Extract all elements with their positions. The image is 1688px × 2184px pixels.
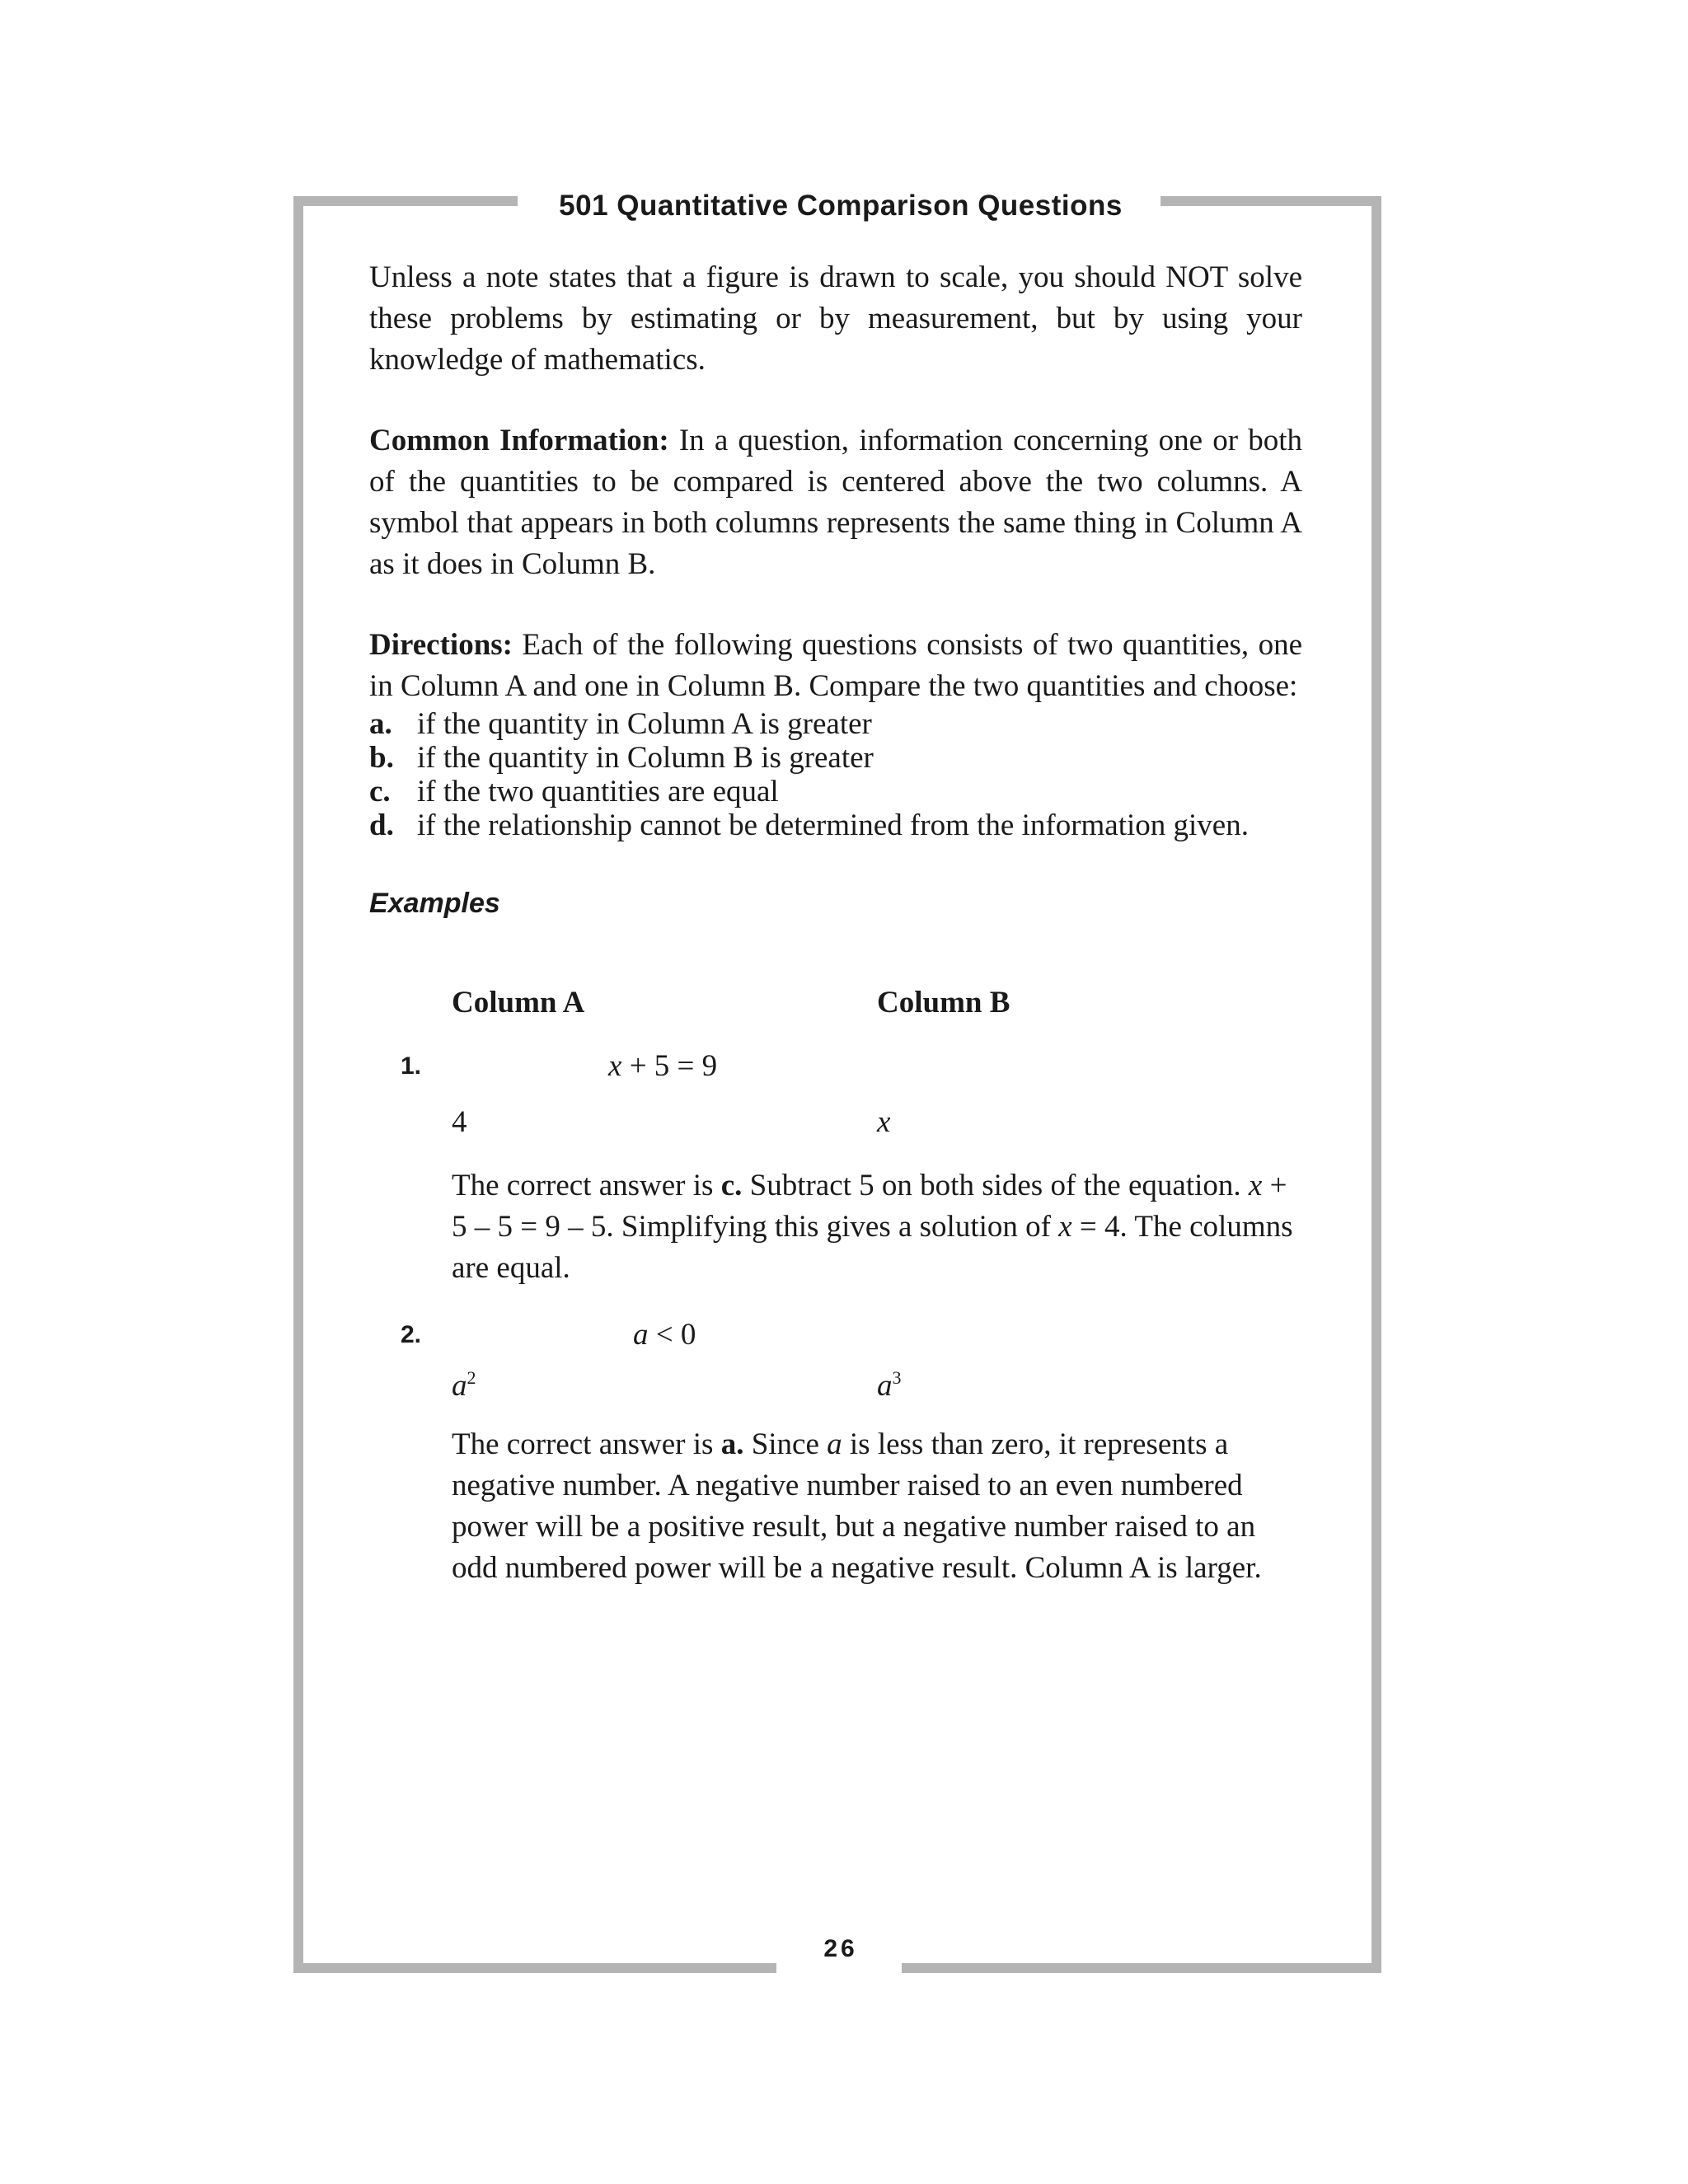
intro-paragraph: Unless a note states that a figure is drawn to scale, you should NOT solve these problems by estimating or by measurement, but by using your knowledge of mathematics. <box>369 260 1302 377</box>
variable: x <box>877 1105 891 1139</box>
question-number: 2. <box>401 1321 422 1348</box>
column-b-heading: Column B <box>877 986 1010 1019</box>
choice-item <box>369 707 1302 741</box>
common-information-paragraph <box>369 420 1302 585</box>
common-information-text: In a question, information concerning one or both of the quantities to be compared is centered above the two columns. A symbol that appears in both columns represents the same thing in Column A as it does in Column B. <box>369 424 1302 581</box>
choice-letter: d. <box>369 808 394 842</box>
column-b-value <box>877 1104 890 1141</box>
choice-letter: b. <box>369 741 394 775</box>
variable: a <box>633 1318 649 1352</box>
variable: x <box>1058 1210 1072 1244</box>
variable: a <box>827 1427 842 1461</box>
choice-text: if the quantity in Column A is greater <box>417 707 872 741</box>
answer-explanation <box>452 1165 1301 1289</box>
column-a-heading: Column A <box>452 986 585 1019</box>
variable: a <box>452 1369 467 1403</box>
common-information-expression <box>633 1317 696 1353</box>
directions-label: Directions: <box>369 628 513 662</box>
choice-letter: c. <box>369 775 391 808</box>
common-information-label: Common Information: <box>369 424 669 457</box>
choice-item <box>369 808 1302 842</box>
explanation-text: The correct answer is <box>452 1427 721 1461</box>
column-a-value: 4 <box>452 1105 467 1139</box>
frame-left <box>293 196 303 1973</box>
page-number: 26 <box>823 1935 858 1962</box>
choice-text: if the two quantities are equal <box>417 775 779 808</box>
explanation-text: Subtract 5 on both sides of the equation. <box>742 1169 1249 1202</box>
variable: a <box>877 1369 893 1403</box>
directions-text: Each of the following questions consists of two quantities, one in Column A and one in Column B. Compare the two quantities and choose: <box>369 628 1302 703</box>
examples-heading: Examples <box>369 888 500 919</box>
column-b-value <box>877 1368 902 1404</box>
explanation-text: = 4. The columns are equal. <box>452 1210 1293 1285</box>
frame-right <box>1372 196 1381 1973</box>
question-number: 1. <box>401 1052 422 1080</box>
directions-paragraph <box>369 625 1302 707</box>
exponent: 3 <box>892 1367 902 1388</box>
choice-text: if the quantity in Column B is greater <box>417 741 874 775</box>
common-information-expression <box>608 1048 717 1085</box>
page-title: 501 Quantitative Comparison Questions <box>559 190 1123 222</box>
choice-text: if the relationship cannot be determined from the information given. <box>417 808 1249 842</box>
expression-text: < 0 <box>648 1318 696 1352</box>
variable: x <box>608 1049 622 1083</box>
frame-bottom-right <box>902 1963 1381 1973</box>
answer-explanation <box>452 1424 1301 1589</box>
expression-text: + 5 = 9 <box>621 1049 718 1083</box>
frame-bottom-left <box>293 1963 776 1973</box>
frame-top-left <box>293 196 518 206</box>
explanation-text: The correct answer is <box>452 1169 721 1202</box>
choice-item <box>369 741 1302 775</box>
choice-letter: a. <box>369 707 392 741</box>
exponent: 2 <box>467 1367 476 1388</box>
correct-answer-letter: c. <box>720 1169 743 1202</box>
answer-choice-list <box>369 707 1302 842</box>
main-content <box>369 257 1302 923</box>
correct-answer-letter: a. <box>720 1427 744 1461</box>
column-a-value <box>452 1368 476 1404</box>
explanation-text: is less than zero, it represents a negative number. A negative number raised to an even numbered power will be a positive result, but a negative number raised to an odd numbered power will be a negative result. Column A is larger. <box>452 1427 1262 1585</box>
explanation-text: + 5 – 5 = 9 – 5. Simplifying this gives a solution of <box>452 1169 1287 1244</box>
choice-item <box>369 775 1302 808</box>
explanation-text: Since <box>743 1427 828 1461</box>
frame-top-right <box>1160 196 1381 206</box>
variable: x <box>1248 1169 1263 1202</box>
